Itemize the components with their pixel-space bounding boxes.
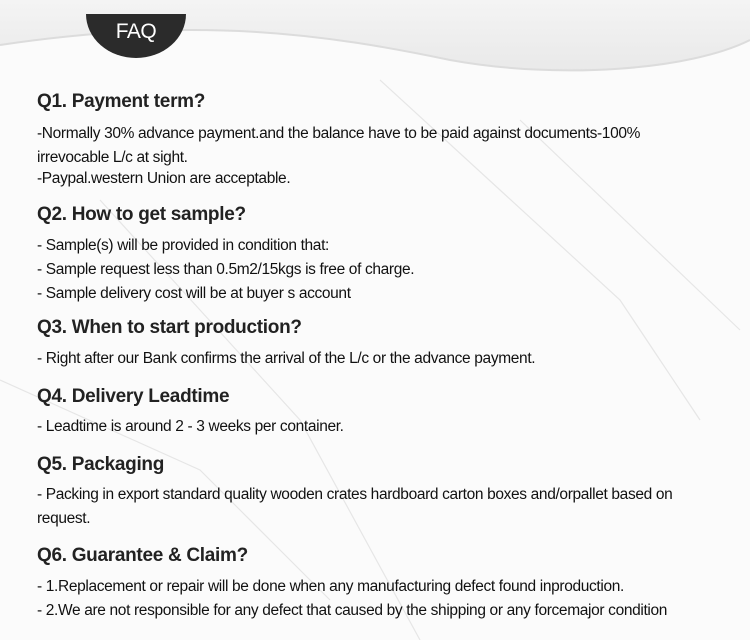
faq-answer-line: - Sample(s) will be provided in condition that: bbox=[37, 237, 329, 254]
faq-question: Q4. Delivery Leadtime bbox=[37, 386, 230, 407]
faq-answer-line: - Sample request less than 0.5m2/15kgs is free of charge. bbox=[37, 261, 415, 278]
faq-question: Q6. Guarantee & Claim? bbox=[37, 545, 248, 566]
faq-answer-line: - Sample delivery cost will be at buyer s account bbox=[37, 285, 351, 302]
faq-answer-line: -Paypal.western Union are acceptable. bbox=[37, 170, 291, 187]
faq-answer-line: - 2.We are not responsible for any defect that caused by the shipping or any forcemajor condition bbox=[37, 602, 668, 619]
faq-answer-line: - Leadtime is around 2 - 3 weeks per container. bbox=[37, 418, 344, 435]
faq-badge: FAQ bbox=[86, 14, 186, 58]
faq-answer-line: irrevocable L/c at sight. bbox=[37, 149, 188, 166]
faq-answer-line: - Right after our Bank confirms the arrival of the L/c or the advance payment. bbox=[37, 350, 536, 367]
faq-answer-line: - Packing in export standard quality wooden crates hardboard carton boxes and/orpallet based on bbox=[37, 486, 673, 503]
faq-question: Q5. Packaging bbox=[37, 454, 165, 475]
faq-answer-line: - 1.Replacement or repair will be done when any manufacturing defect found inproduction. bbox=[37, 578, 624, 595]
faq-question: Q1. Payment term? bbox=[37, 91, 206, 112]
faq-question: Q3. When to start production? bbox=[37, 317, 302, 338]
faq-answer-line: -Normally 30% advance payment.and the balance have to be paid against documents-100% bbox=[37, 125, 641, 142]
faq-answer-line: request. bbox=[37, 510, 91, 527]
faq-question: Q2. How to get sample? bbox=[37, 204, 246, 225]
